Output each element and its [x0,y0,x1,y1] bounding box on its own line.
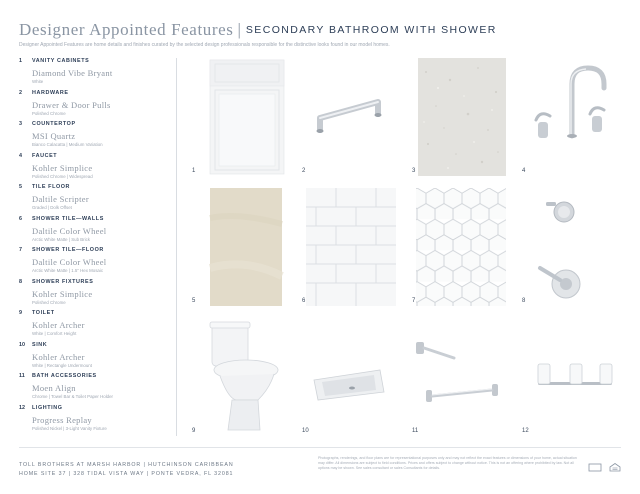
features-list [19,58,169,436]
feature-detail: Bianco Calacatta | Medium Variation [32,142,103,147]
feature-detail: Polished Chrome | Widespread [32,173,93,179]
feature-item [19,153,169,185]
image-vanity-light [518,318,616,436]
feature-category: COUNTERTOP [32,121,76,127]
page-description: Designer Appointed Features are home details and finishes curated by the selected design professionals responsible for the distinctive looks found in our model homes. [19,42,390,48]
image-bath-accessories [408,318,506,436]
feature-category: TOILET [32,310,55,316]
feature-number: 9 [19,310,22,316]
feature-item [19,373,169,405]
feature-item [19,216,169,248]
page-header [19,20,619,50]
image-toilet [188,318,286,436]
image-number: 11 [412,428,419,434]
feature-number: 8 [19,278,22,285]
image-number: 5 [192,298,196,304]
feature-number: 5 [19,184,22,190]
image-number: 3 [412,168,416,174]
image-number: 9 [192,428,196,434]
feature-detail: Arctic White Matte | Sub Brick [32,236,90,242]
feature-detail: White [32,79,44,84]
image-vanity-cabinet [188,58,286,176]
feature-item [19,310,169,342]
feature-detail: White | Rectangle Undermount [32,362,92,368]
feature-item [19,342,169,374]
feature-detail: Polished Chrome [32,299,66,305]
accessibility-logo-icon [589,464,601,471]
room-title: SECONDARY BATHROOM WITH SHOWER [245,24,497,36]
feature-number: 10 [19,341,25,348]
feature-category: SHOWER FIXTURES [32,278,94,285]
title-separator: | [237,20,241,39]
feature-product: Kohler Simplice [32,288,93,299]
feature-product: Daltile Scripter [32,194,89,204]
image-drawer-pull [298,58,396,176]
image-number: 1 [192,168,196,174]
image-faucet [518,58,616,176]
feature-item [19,58,169,90]
home-site-address: HOME SITE 37 | 328 TIDAL VISTA WAY | PONTE VEDRA, FL 32081 [19,471,234,477]
feature-item [19,184,169,216]
image-number: 10 [302,428,309,434]
feature-product: Drawer & Door Pulls [32,99,111,110]
feature-product: Kohler Archer [32,351,85,362]
community-address [19,461,309,479]
feature-category: SHOWER TILE—FLOOR [32,247,104,253]
image-number: 7 [412,298,416,304]
feature-number: 11 [19,373,25,379]
product-image-grid [186,58,622,436]
feature-item [19,279,169,311]
feature-product: MSI Quartz [32,131,76,141]
feature-item [19,247,169,279]
vertical-divider [176,58,177,436]
image-hex-mosaic [408,188,506,306]
image-number: 2 [302,168,306,174]
footer-divider [19,447,621,448]
feature-detail: Arctic White Matte | 1.5" Hex Mosaic [32,268,104,273]
image-number: 4 [522,168,526,174]
feature-category: HARDWARE [32,89,69,96]
feature-detail: Polished Nickel | 3-Light Vanity Fixture [32,425,107,431]
feature-category: TILE FLOOR [32,184,71,190]
feature-detail: Polished Chrome [32,110,66,116]
image-number: 12 [522,428,529,434]
community-name: TOLL BROTHERS AT MARSH HARBOR | HUTCHINSON CARIBBEAN [19,462,234,468]
image-subway-tile [298,188,396,306]
feature-category: SHOWER TILE—WALLS [32,215,104,222]
feature-number: 7 [19,247,22,253]
feature-detail: Chrome | Towel Bar & Toilet Paper Holder [32,394,114,399]
image-undermount-sink [298,318,396,436]
feature-number: 4 [19,152,22,159]
image-shower-fixtures [518,188,616,306]
feature-category: LIGHTING [32,404,63,411]
feature-product: Diamond Vibe Bryant [32,68,113,78]
feature-detail: White | Comfort Height [32,331,77,336]
feature-product: Daltile Color Wheel [32,257,107,267]
feature-number: 12 [19,404,25,411]
feature-detail: Graded | Dolk Offset [32,205,72,210]
feature-number: 2 [19,89,22,96]
feature-item [19,90,169,122]
feature-category: BATH ACCESSORIES [32,373,97,379]
image-number: 6 [302,298,306,304]
feature-category: FAUCET [32,152,58,159]
feature-item [19,405,169,437]
image-quartz-countertop [408,58,506,176]
feature-product: Kohler Simplice [32,162,93,173]
legal-disclaimer: Photographs, renderings, and floor plans are for representational purposes only and may not reflect the exact features or dimensions of your home, actual situation may differ. All dimensions are subject to field conditions. Prices and offers subject to change without notice. This is not an offering where prohibited by law. Not all options may be shown. See sales consultant or sales Consultants for details. [318,456,577,471]
feature-item [19,121,169,153]
feature-product: Moen Align [32,383,76,393]
image-number: 8 [522,298,526,304]
feature-number: 1 [19,58,22,64]
footer-logos [588,459,622,469]
feature-category: SINK [32,341,48,348]
feature-product: Progress Replay [32,414,92,425]
feature-product: Daltile Color Wheel [32,225,107,236]
page-title: Designer Appointed Features [19,20,234,39]
feature-category: VANITY CABINETS [32,58,90,64]
equal-housing-icon [610,464,620,472]
image-floor-tile [188,188,286,306]
feature-number: 6 [19,215,22,222]
feature-number: 3 [19,121,22,127]
feature-product: Kohler Archer [32,320,85,330]
